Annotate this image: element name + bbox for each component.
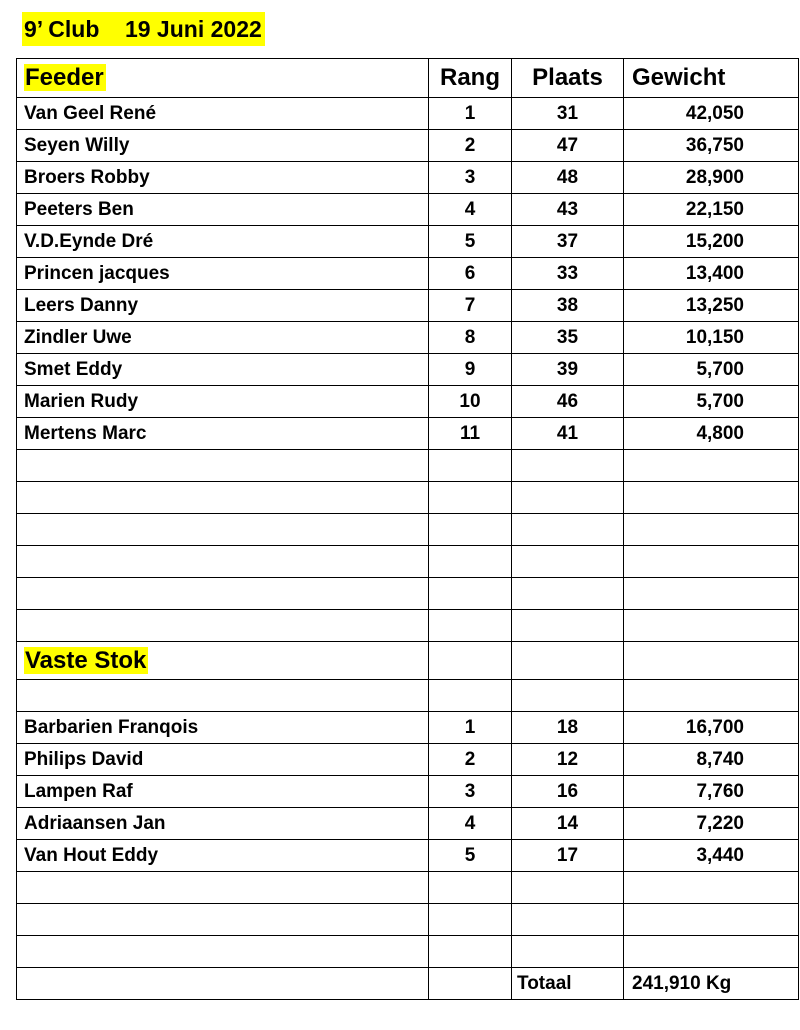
- gewicht-cell: 3,440: [624, 840, 799, 872]
- table-row: [17, 386, 799, 418]
- plaats-cell: 17: [512, 840, 624, 872]
- gewicht-cell: 10,150: [624, 322, 799, 354]
- rang-cell: [429, 546, 512, 578]
- gewicht-cell: 13,400: [624, 258, 799, 290]
- empty-row: [17, 514, 799, 546]
- gewicht-cell: 8,740: [624, 744, 799, 776]
- rang-cell: [429, 610, 512, 642]
- name-cell: [17, 936, 429, 968]
- gewicht-cell: [624, 642, 799, 680]
- section-header-feeder: [17, 59, 799, 98]
- plaats-cell: [512, 450, 624, 482]
- gewicht-cell: [624, 514, 799, 546]
- table-row: [17, 354, 799, 386]
- plaats-cell: [512, 578, 624, 610]
- name-cell: Seyen Willy: [17, 130, 429, 162]
- table-row: [17, 418, 799, 450]
- rang-cell: 4: [429, 808, 512, 840]
- name-cell: Van Hout Eddy: [17, 840, 429, 872]
- plaats-cell: [512, 680, 624, 712]
- rang-cell: [429, 936, 512, 968]
- plaats-cell: 31: [512, 98, 624, 130]
- table-row: [17, 712, 799, 744]
- plaats-cell: 14: [512, 808, 624, 840]
- gewicht-cell: 5,700: [624, 354, 799, 386]
- empty-row: [17, 578, 799, 610]
- name-cell: Adriaansen Jan: [17, 808, 429, 840]
- rang-cell: 1: [429, 712, 512, 744]
- name-cell: [17, 578, 429, 610]
- plaats-cell: 35: [512, 322, 624, 354]
- rang-cell: [429, 578, 512, 610]
- plaats-cell: 39: [512, 354, 624, 386]
- section-label-cell: [17, 59, 429, 98]
- gewicht-cell: [624, 546, 799, 578]
- rang-cell: 5: [429, 226, 512, 258]
- gewicht-cell: 5,700: [624, 386, 799, 418]
- plaats-cell: [512, 904, 624, 936]
- gewicht-cell: [624, 936, 799, 968]
- name-cell: Leers Danny: [17, 290, 429, 322]
- table-row: [17, 744, 799, 776]
- rang-cell: [429, 872, 512, 904]
- plaats-cell: 43: [512, 194, 624, 226]
- rang-cell: 8: [429, 322, 512, 354]
- name-cell: [17, 546, 429, 578]
- page-title: 9’ Club 19 Juni 2022: [22, 12, 265, 46]
- plaats-cell: [512, 514, 624, 546]
- total-label: Totaal: [512, 968, 624, 1000]
- total-row: [17, 968, 799, 1000]
- table-row: [17, 840, 799, 872]
- plaats-cell: 47: [512, 130, 624, 162]
- empty-row: [17, 904, 799, 936]
- gewicht-cell: 22,150: [624, 194, 799, 226]
- plaats-cell: 46: [512, 386, 624, 418]
- rang-cell: 1: [429, 98, 512, 130]
- rang-cell: 2: [429, 744, 512, 776]
- column-header-plaats: Plaats: [512, 59, 624, 98]
- section-label: Vaste Stok: [25, 646, 147, 674]
- plaats-cell: 18: [512, 712, 624, 744]
- rang-cell: 3: [429, 162, 512, 194]
- section-label-cell: [17, 642, 429, 680]
- rang-cell: [429, 514, 512, 546]
- empty-row: [17, 610, 799, 642]
- gewicht-cell: [624, 872, 799, 904]
- table-row: [17, 162, 799, 194]
- name-cell: [17, 904, 429, 936]
- column-header-gewicht: Gewicht: [624, 59, 799, 98]
- plaats-cell: [512, 936, 624, 968]
- name-cell: [17, 680, 429, 712]
- gewicht-cell: 4,800: [624, 418, 799, 450]
- name-cell: [17, 514, 429, 546]
- name-cell: Marien Rudy: [17, 386, 429, 418]
- total-value: 241,910 Kg: [624, 968, 799, 1000]
- section-header-vaste-stok: [17, 642, 799, 680]
- rang-cell: 4: [429, 194, 512, 226]
- table-row: [17, 290, 799, 322]
- plaats-cell: 33: [512, 258, 624, 290]
- plaats-cell: 37: [512, 226, 624, 258]
- empty-row: [17, 546, 799, 578]
- table-row: [17, 98, 799, 130]
- gewicht-cell: 28,900: [624, 162, 799, 194]
- gewicht-cell: 16,700: [624, 712, 799, 744]
- name-cell: V.D.Eynde Dré: [17, 226, 429, 258]
- rang-cell: 11: [429, 418, 512, 450]
- rang-cell: 2: [429, 130, 512, 162]
- name-cell: Broers Robby: [17, 162, 429, 194]
- gewicht-cell: 7,220: [624, 808, 799, 840]
- gewicht-cell: 36,750: [624, 130, 799, 162]
- plaats-cell: 41: [512, 418, 624, 450]
- name-cell: Lampen Raf: [17, 776, 429, 808]
- plaats-cell: [512, 482, 624, 514]
- table-row: [17, 130, 799, 162]
- empty-row: [17, 872, 799, 904]
- name-cell: [17, 610, 429, 642]
- empty-row: [17, 450, 799, 482]
- name-cell: Princen jacques: [17, 258, 429, 290]
- plaats-cell: 48: [512, 162, 624, 194]
- plaats-cell: [512, 872, 624, 904]
- rang-cell: [429, 968, 512, 1000]
- rang-cell: 9: [429, 354, 512, 386]
- name-cell: [17, 450, 429, 482]
- gewicht-cell: 7,760: [624, 776, 799, 808]
- gewicht-cell: [624, 578, 799, 610]
- table-row: [17, 194, 799, 226]
- name-cell: Philips David: [17, 744, 429, 776]
- plaats-cell: 16: [512, 776, 624, 808]
- column-header-rang: Rang: [429, 59, 512, 98]
- plaats-cell: [512, 642, 624, 680]
- table-row: [17, 776, 799, 808]
- gewicht-cell: [624, 904, 799, 936]
- table-row: [17, 322, 799, 354]
- plaats-cell: 38: [512, 290, 624, 322]
- empty-row: [17, 680, 799, 712]
- plaats-cell: 12: [512, 744, 624, 776]
- rang-cell: [429, 450, 512, 482]
- table-row: [17, 226, 799, 258]
- name-cell: [17, 872, 429, 904]
- rang-cell: [429, 482, 512, 514]
- gewicht-cell: [624, 482, 799, 514]
- table-row: [17, 808, 799, 840]
- table-row: [17, 258, 799, 290]
- plaats-cell: [512, 546, 624, 578]
- name-cell: [17, 968, 429, 1000]
- gewicht-cell: 15,200: [624, 226, 799, 258]
- rang-cell: 10: [429, 386, 512, 418]
- name-cell: [17, 482, 429, 514]
- gewicht-cell: [624, 450, 799, 482]
- gewicht-cell: 13,250: [624, 290, 799, 322]
- rang-cell: 6: [429, 258, 512, 290]
- results-table: [16, 58, 799, 1000]
- empty-row: [17, 936, 799, 968]
- empty-row: [17, 482, 799, 514]
- name-cell: Van Geel René: [17, 98, 429, 130]
- name-cell: Mertens Marc: [17, 418, 429, 450]
- rang-cell: [429, 680, 512, 712]
- gewicht-cell: 42,050: [624, 98, 799, 130]
- rang-cell: [429, 642, 512, 680]
- name-cell: Smet Eddy: [17, 354, 429, 386]
- rang-cell: [429, 904, 512, 936]
- plaats-cell: [512, 610, 624, 642]
- section-label: Feeder: [25, 64, 104, 91]
- rang-cell: 5: [429, 840, 512, 872]
- name-cell: Peeters Ben: [17, 194, 429, 226]
- rang-cell: 3: [429, 776, 512, 808]
- gewicht-cell: [624, 680, 799, 712]
- gewicht-cell: [624, 610, 799, 642]
- name-cell: Barbarien Franqois: [17, 712, 429, 744]
- rang-cell: 7: [429, 290, 512, 322]
- name-cell: Zindler Uwe: [17, 322, 429, 354]
